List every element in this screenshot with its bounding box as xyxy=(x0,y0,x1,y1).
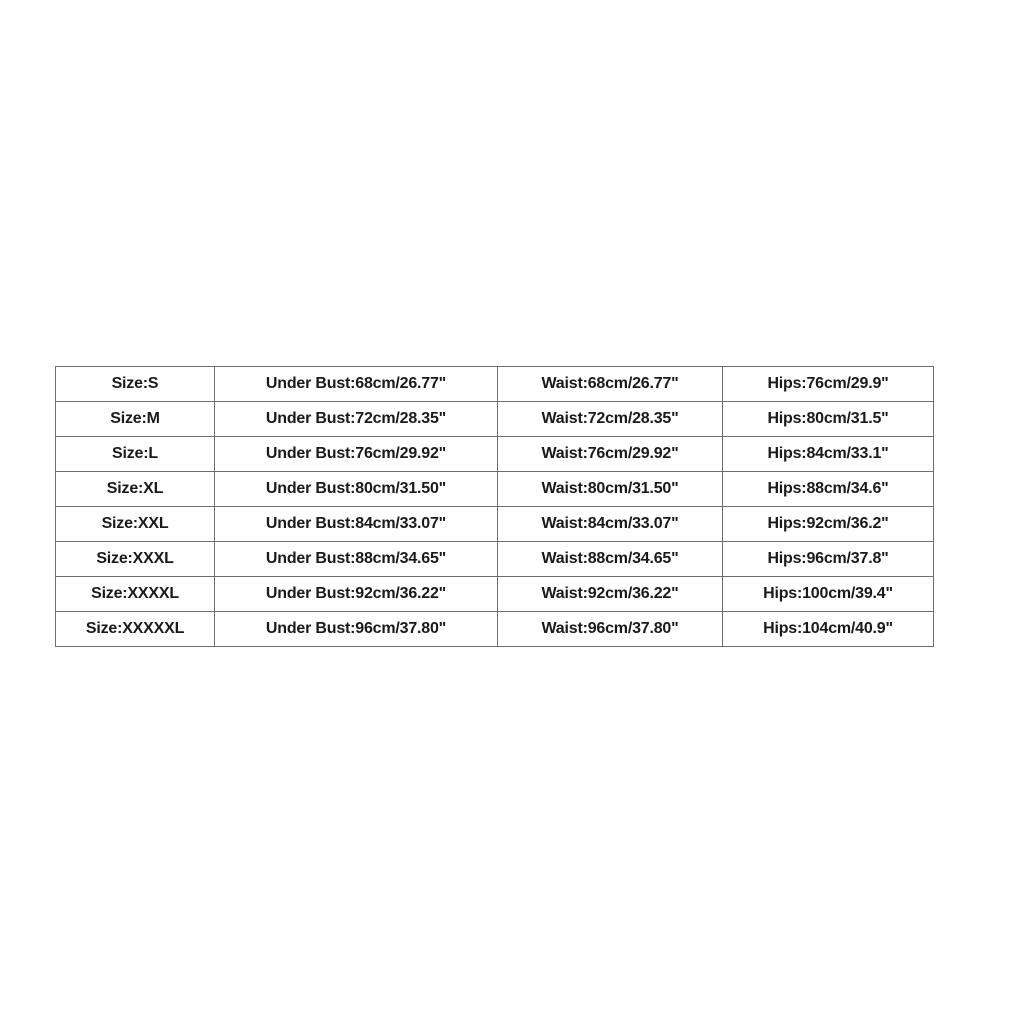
table-row xyxy=(56,472,934,507)
table-row xyxy=(56,507,934,542)
waist-cell: Waist:72cm/28.35" xyxy=(498,402,723,437)
size-cell: Size:S xyxy=(56,367,215,402)
table-row xyxy=(56,612,934,647)
table-row xyxy=(56,437,934,472)
size-cell: Size:XXXXXL xyxy=(56,612,215,647)
waist-cell: Waist:96cm/37.80" xyxy=(498,612,723,647)
under-bust-cell: Under Bust:96cm/37.80" xyxy=(215,612,498,647)
size-cell: Size:L xyxy=(56,437,215,472)
size-cell: Size:XXXXL xyxy=(56,577,215,612)
size-cell: Size:XXXL xyxy=(56,542,215,577)
under-bust-cell: Under Bust:88cm/34.65" xyxy=(215,542,498,577)
waist-cell: Waist:80cm/31.50" xyxy=(498,472,723,507)
hips-cell: Hips:104cm/40.9" xyxy=(723,612,934,647)
hips-cell: Hips:88cm/34.6" xyxy=(723,472,934,507)
under-bust-cell: Under Bust:76cm/29.92" xyxy=(215,437,498,472)
under-bust-cell: Under Bust:92cm/36.22" xyxy=(215,577,498,612)
under-bust-cell: Under Bust:72cm/28.35" xyxy=(215,402,498,437)
hips-cell: Hips:76cm/29.9" xyxy=(723,367,934,402)
hips-cell: Hips:80cm/31.5" xyxy=(723,402,934,437)
size-cell: Size:XXL xyxy=(56,507,215,542)
waist-cell: Waist:84cm/33.07" xyxy=(498,507,723,542)
waist-cell: Waist:76cm/29.92" xyxy=(498,437,723,472)
waist-cell: Waist:68cm/26.77" xyxy=(498,367,723,402)
under-bust-cell: Under Bust:68cm/26.77" xyxy=(215,367,498,402)
hips-cell: Hips:84cm/33.1" xyxy=(723,437,934,472)
under-bust-cell: Under Bust:80cm/31.50" xyxy=(215,472,498,507)
table-row xyxy=(56,402,934,437)
hips-cell: Hips:96cm/37.8" xyxy=(723,542,934,577)
hips-cell: Hips:100cm/39.4" xyxy=(723,577,934,612)
table-row xyxy=(56,577,934,612)
table-row xyxy=(56,367,934,402)
size-chart-body xyxy=(56,367,934,647)
size-cell: Size:M xyxy=(56,402,215,437)
size-chart-table xyxy=(55,366,934,647)
table-row xyxy=(56,542,934,577)
under-bust-cell: Under Bust:84cm/33.07" xyxy=(215,507,498,542)
waist-cell: Waist:88cm/34.65" xyxy=(498,542,723,577)
size-cell: Size:XL xyxy=(56,472,215,507)
waist-cell: Waist:92cm/36.22" xyxy=(498,577,723,612)
hips-cell: Hips:92cm/36.2" xyxy=(723,507,934,542)
